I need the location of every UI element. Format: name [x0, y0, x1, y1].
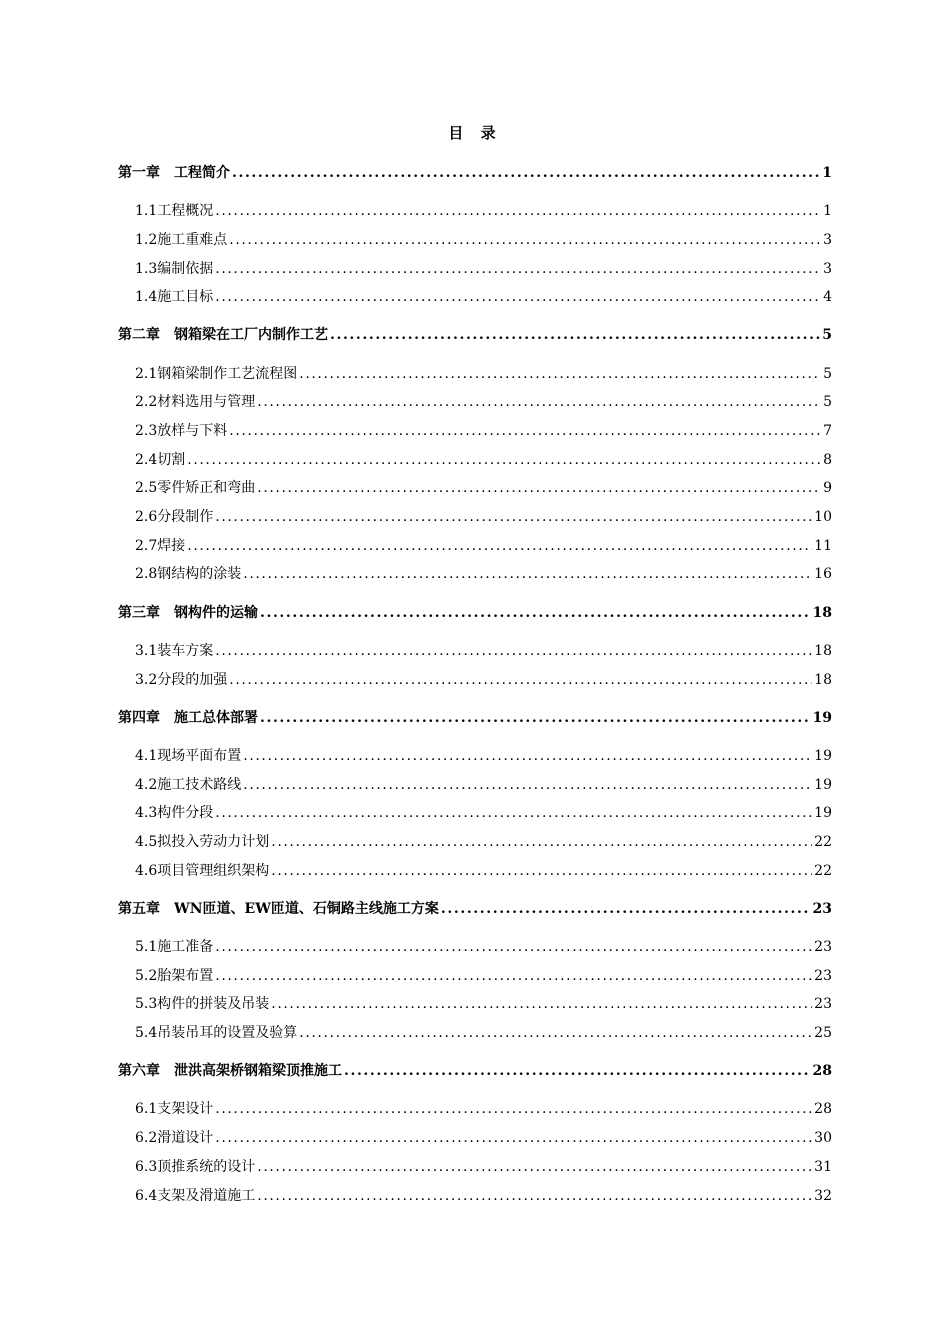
toc-entry-label: 第一章 工程简介 [118, 165, 230, 181]
dot-leader [215, 933, 812, 962]
toc-section-entry[interactable] [118, 962, 832, 991]
dot-leader [299, 1019, 812, 1048]
toc-page-number: 5 [823, 365, 832, 382]
dot-leader [215, 799, 812, 828]
toc-entry-label: 第三章 钢构件的运输 [118, 604, 258, 621]
dot-leader [229, 666, 812, 695]
toc-page-number: 19 [814, 805, 832, 822]
dot-leader [330, 321, 820, 350]
toc-page-number: 11 [814, 537, 832, 554]
toc-entry-label: 第四章 施工总体部署 [118, 709, 258, 726]
toc-entry-label: 5.1施工准备 [135, 939, 214, 955]
toc-entry-label: 第五章 WN匝道、EW匝道、石铜路主线施工方案 [118, 900, 439, 917]
toc-section-entry[interactable] [118, 474, 832, 503]
dot-leader [187, 446, 821, 475]
toc-entry-label: 4.6项目管理组织架构 [135, 862, 270, 879]
dot-leader [215, 1124, 812, 1153]
toc-page-number: 8 [823, 451, 832, 468]
toc-section-entry[interactable] [118, 1095, 832, 1124]
toc-entry-label: 6.1支架设计 [135, 1101, 214, 1118]
toc-section-entry[interactable] [118, 742, 832, 771]
toc-section-entry[interactable] [118, 532, 832, 561]
dot-leader [441, 895, 811, 924]
toc-entry-label: 5.3构件的拼装及吊装 [135, 996, 270, 1013]
toc-entry-label: 4.1现场平面布置 [135, 747, 242, 764]
toc-page-number: 23 [814, 939, 832, 955]
toc-section-entry[interactable] [118, 857, 832, 886]
toc-section-entry[interactable] [118, 417, 832, 446]
dot-leader [215, 283, 821, 312]
toc-entry-label: 6.2滑道设计 [135, 1130, 214, 1147]
toc-entry-label: 3.2分段的加强 [135, 671, 228, 688]
toc-section-entry[interactable] [118, 990, 832, 1019]
toc-page-number: 19 [812, 709, 832, 726]
toc-page-number: 3 [823, 231, 832, 248]
toc-entry-label: 2.5零件矫正和弯曲 [135, 480, 256, 497]
dot-leader [215, 1095, 812, 1124]
dot-leader [215, 962, 812, 991]
toc-entry-label: 2.7焊接 [135, 537, 186, 554]
toc-section-entry[interactable] [118, 560, 832, 589]
toc-page-number: 32 [814, 1187, 832, 1204]
toc-entry-label: 2.1钢箱梁制作工艺流程图 [135, 365, 298, 382]
dot-leader [215, 255, 821, 284]
toc-entry-label: 1.3编制依据 [135, 260, 214, 277]
toc-entry-label: 1.4施工目标 [135, 289, 214, 306]
toc-page-number: 23 [814, 967, 832, 984]
dot-leader [257, 474, 821, 503]
toc-page-number: 31 [814, 1158, 832, 1175]
toc-page-number: 23 [812, 900, 832, 917]
toc-page-number: 30 [814, 1130, 832, 1147]
toc-entry-label: 3.1装车方案 [135, 642, 214, 659]
dot-leader [271, 857, 812, 886]
toc-section-entry[interactable] [118, 1153, 832, 1182]
toc-section-entry[interactable] [118, 771, 832, 800]
toc-page-number: 19 [814, 776, 832, 793]
toc-entry-label: 5.2胎架布置 [135, 967, 214, 984]
dot-leader [232, 159, 820, 188]
toc-chapter-entry[interactable] [118, 704, 832, 733]
dot-leader [257, 1153, 812, 1182]
toc-section-entry[interactable] [118, 1019, 832, 1048]
dot-leader [229, 226, 821, 255]
dot-leader [260, 599, 811, 628]
toc-section-entry[interactable] [118, 933, 832, 962]
toc-page-number: 5 [822, 327, 832, 344]
toc-section-entry[interactable] [118, 1124, 832, 1153]
toc-chapter-entry[interactable] [118, 321, 832, 350]
toc-section-entry[interactable] [118, 446, 832, 475]
toc-page-number: 1 [823, 203, 832, 220]
toc-page-number: 9 [823, 480, 832, 497]
toc-entry-label: 第二章 钢箱梁在工厂内制作工艺 [118, 327, 328, 344]
toc-page-number: 28 [814, 1101, 832, 1118]
toc-page-number: 5 [823, 394, 832, 411]
dot-leader [257, 388, 821, 417]
dot-leader [187, 532, 812, 561]
dot-leader [344, 1057, 811, 1086]
toc-page-number: 18 [814, 671, 832, 688]
toc-section-entry[interactable] [118, 799, 832, 828]
dot-leader [243, 771, 812, 800]
toc-chapter-entry[interactable] [118, 895, 832, 924]
dot-leader [215, 503, 812, 532]
dot-leader [243, 742, 812, 771]
dot-leader [215, 197, 821, 226]
toc-page-number: 10 [814, 509, 832, 526]
dot-leader [257, 1182, 812, 1211]
toc-section-entry[interactable] [118, 197, 832, 226]
toc-page-number: 25 [814, 1025, 832, 1042]
toc-page-number: 18 [814, 642, 832, 659]
toc-section-entry[interactable] [118, 226, 832, 255]
dot-leader [271, 990, 812, 1019]
toc-page-number: 22 [814, 862, 832, 879]
toc-page-number: 3 [823, 260, 832, 277]
toc-page-number: 23 [814, 996, 832, 1013]
toc-entry-label: 5.4吊装吊耳的设置及验算 [135, 1025, 298, 1042]
toc-section-entry[interactable] [118, 503, 832, 532]
toc-entry-label: 4.5拟投入劳动力计划 [135, 833, 270, 850]
toc-page-number: 18 [812, 604, 832, 621]
toc-entry-label: 6.3顶推系统的设计 [135, 1158, 256, 1175]
toc-page-number: 16 [814, 566, 832, 583]
toc-page-number: 19 [814, 747, 832, 764]
toc-entry-label: 2.4切割 [135, 451, 186, 468]
toc-section-entry[interactable] [118, 360, 832, 389]
toc-entry-label: 4.2施工技术路线 [135, 776, 242, 793]
toc-section-entry[interactable] [118, 1182, 832, 1211]
toc-entry-label: 2.6分段制作 [135, 509, 214, 526]
toc-section-entry[interactable] [118, 283, 832, 312]
toc-entry-label: 1.2施工重难点 [135, 231, 228, 248]
toc-entry-label: 2.3放样与下料 [135, 423, 228, 439]
dot-leader [271, 828, 812, 857]
table-of-contents [118, 159, 832, 1210]
toc-section-entry[interactable] [118, 666, 832, 695]
toc-chapter-entry[interactable] [118, 599, 832, 628]
toc-chapter-entry[interactable] [118, 159, 832, 188]
toc-section-entry[interactable] [118, 388, 832, 417]
toc-page-number: 4 [823, 289, 832, 306]
toc-page-number: 28 [812, 1063, 832, 1080]
toc-entry-label: 1.1工程概况 [135, 203, 214, 220]
dot-leader [229, 417, 821, 446]
toc-title: 目 录 [448, 124, 502, 142]
toc-page-number: 1 [822, 165, 832, 181]
toc-entry-label: 2.2材料选用与管理 [135, 394, 256, 411]
toc-page-number: 7 [823, 423, 832, 439]
toc-entry-label: 4.3构件分段 [135, 805, 214, 822]
dot-leader [299, 360, 821, 389]
toc-section-entry[interactable] [118, 637, 832, 666]
toc-entry-label: 第六章 泄洪高架桥钢箱梁顶推施工 [118, 1063, 342, 1080]
toc-section-entry[interactable] [118, 255, 832, 284]
toc-entry-label: 2.8钢结构的涂装 [135, 566, 242, 583]
toc-chapter-entry[interactable] [118, 1057, 832, 1086]
dot-leader [260, 704, 811, 733]
dot-leader [215, 637, 812, 666]
toc-page-number: 22 [814, 833, 832, 850]
toc-section-entry[interactable] [118, 828, 832, 857]
dot-leader [243, 560, 812, 589]
toc-entry-label: 6.4支架及滑道施工 [135, 1187, 256, 1204]
